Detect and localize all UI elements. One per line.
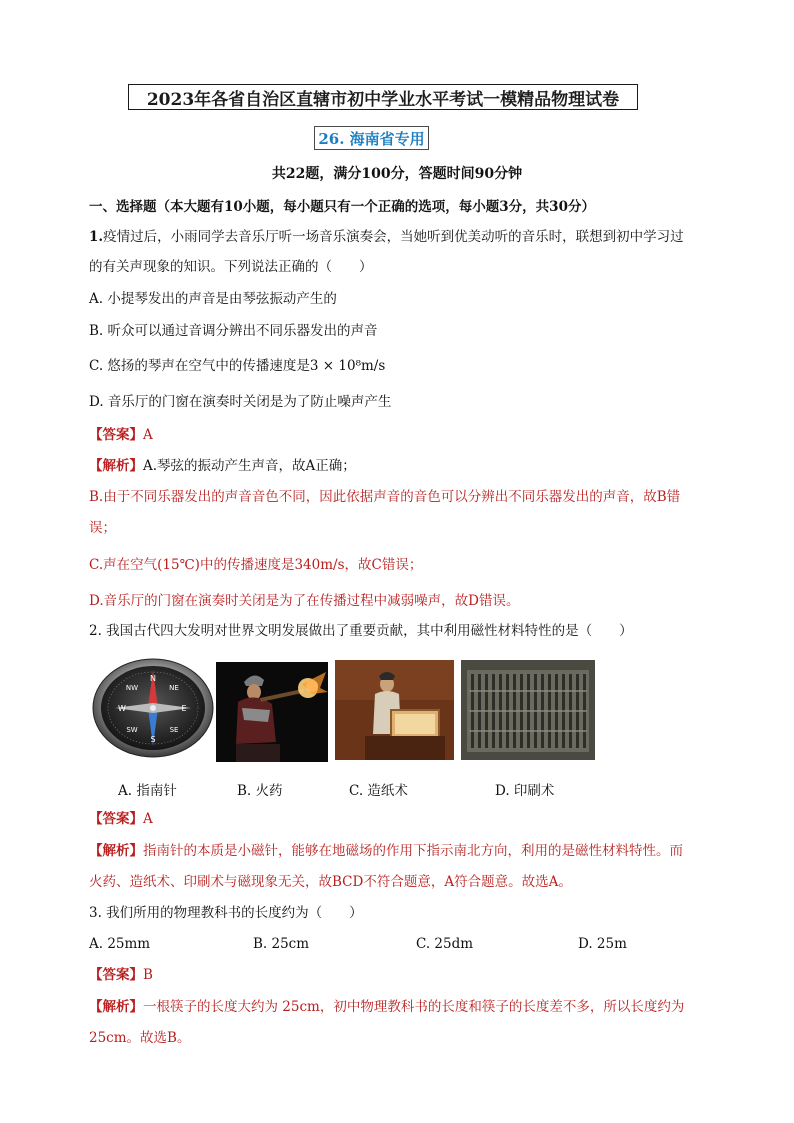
q1-option-a: A. 小提琴发出的声音是由琴弦振动产生的 [89, 291, 337, 307]
answer-tag: 【答案】 [89, 811, 143, 827]
q1-stem-text: 疫情过后，小雨同学去音乐厅听一场音乐演奏会，当她听到优美动听的音乐时，联想到初中学习过 [103, 229, 684, 245]
answer-tag: 【答案】 [89, 967, 143, 983]
printing-image [461, 660, 595, 760]
q1-analysis-line5: D.音乐厅的门窗在演奏时关闭是为了在传播过程中减弱噪声，故D错误。 [89, 593, 520, 609]
section-title: 一、选择题（本大题有10小题，每小题只有一个正确的选项，每小题3分，共30分） [89, 199, 595, 215]
q2-analysis-line2: 火药、造纸术、印刷术与磁现象无关，故BCD不符合题意，A符合题意。故选A。 [89, 874, 572, 890]
q3-option-c: C. 25dm [416, 936, 474, 952]
q3-option-b: B. 25cm [253, 936, 310, 952]
q1-option-c: C. 悠扬的琴声在空气中的传播速度是3 × 10⁸m/s [89, 358, 386, 374]
q1-analysis-line3: 误； [89, 520, 116, 536]
compass-image [92, 656, 214, 758]
q2-stem: 2. 我国古代四大发明对世界文明发展做出了重要贡献，其中利用磁性材料特性的是（ ） [89, 623, 633, 639]
province-label: 26. 海南省专用 [314, 126, 429, 150]
compass-letter-se: SE [169, 726, 179, 734]
q2-analysis-text1: 指南针的本质是小磁针，能够在地磁场的作用下指示南北方向，利用的是磁性材料特性。而 [143, 843, 683, 859]
q2-label-c: C. 造纸术 [349, 783, 408, 799]
q1-analysis-line2: B.由于不同乐器发出的声音音色不同，因此依据声音的音色可以分辨出不同乐器发出的声音，故B错 [89, 489, 681, 505]
compass-letter-n: N [150, 674, 156, 683]
compass-letter-ne: NE [169, 684, 179, 692]
q2-label-b: B. 火药 [237, 783, 283, 799]
exam-title: 2023年各省自治区直辖市初中学业水平考试一模精品物理试卷 [128, 84, 638, 110]
q2-answer-value: A [143, 811, 153, 827]
q1-number: 1. [89, 229, 104, 245]
q3-option-a: A. 25mm [89, 936, 151, 952]
compass-letter-s: S [150, 735, 156, 744]
q3-option-d: D. 25m [578, 936, 627, 952]
q3-stem: 3. 我们所用的物理教科书的长度约为（ ） [89, 905, 363, 921]
q1-answer [89, 425, 709, 445]
compass-letter-e: E [181, 704, 187, 713]
q1-stem-line2: 的有关声现象的知识。下列说法正确的（ ） [89, 259, 373, 275]
q1-option-b: B. 听众可以通过音调分辨出不同乐器发出的声音 [89, 323, 378, 339]
gunpowder-image [216, 662, 328, 762]
analysis-tag: 【解析】 [89, 999, 143, 1015]
q1-analysis-text1: A.琴弦的振动产生声音，故A正确； [143, 458, 356, 474]
exam-info: 共22题，满分100分，答题时间90分钟 [271, 166, 523, 182]
answer-tag: 【答案】 [89, 427, 143, 443]
q2-answer [89, 809, 709, 829]
q1-analysis-line1 [89, 456, 709, 476]
q3-answer [89, 965, 709, 985]
q1-answer-value: A [143, 427, 153, 443]
analysis-tag: 【解析】 [89, 843, 143, 859]
q2-analysis-line1 [89, 841, 709, 861]
papermaking-image [335, 660, 454, 760]
analysis-tag: 【解析】 [89, 458, 143, 474]
q3-analysis-line2: 25cm。故选B。 [89, 1030, 191, 1046]
compass-letter-nw: NW [125, 684, 139, 692]
q2-label-d: D. 印刷术 [495, 783, 555, 799]
q3-answer-value: B [143, 967, 153, 983]
compass-letter-sw: SW [126, 726, 138, 734]
compass-letter-w: W [118, 704, 126, 713]
q1-stem-line1 [89, 227, 709, 247]
q1-option-d: D. 音乐厅的门窗在演奏时关闭是为了防止噪声产生 [89, 394, 392, 410]
q3-analysis-text1: 一根筷子的长度大约为 25cm，初中物理教科书的长度和筷子的长度差不多，所以长度约为 [143, 999, 685, 1015]
q2-label-a: A. 指南针 [118, 783, 177, 799]
q3-analysis-line1 [89, 997, 709, 1017]
q1-analysis-line4: C.声在空气(15℃)中的传播速度是340m/s，故C错误； [89, 557, 423, 573]
